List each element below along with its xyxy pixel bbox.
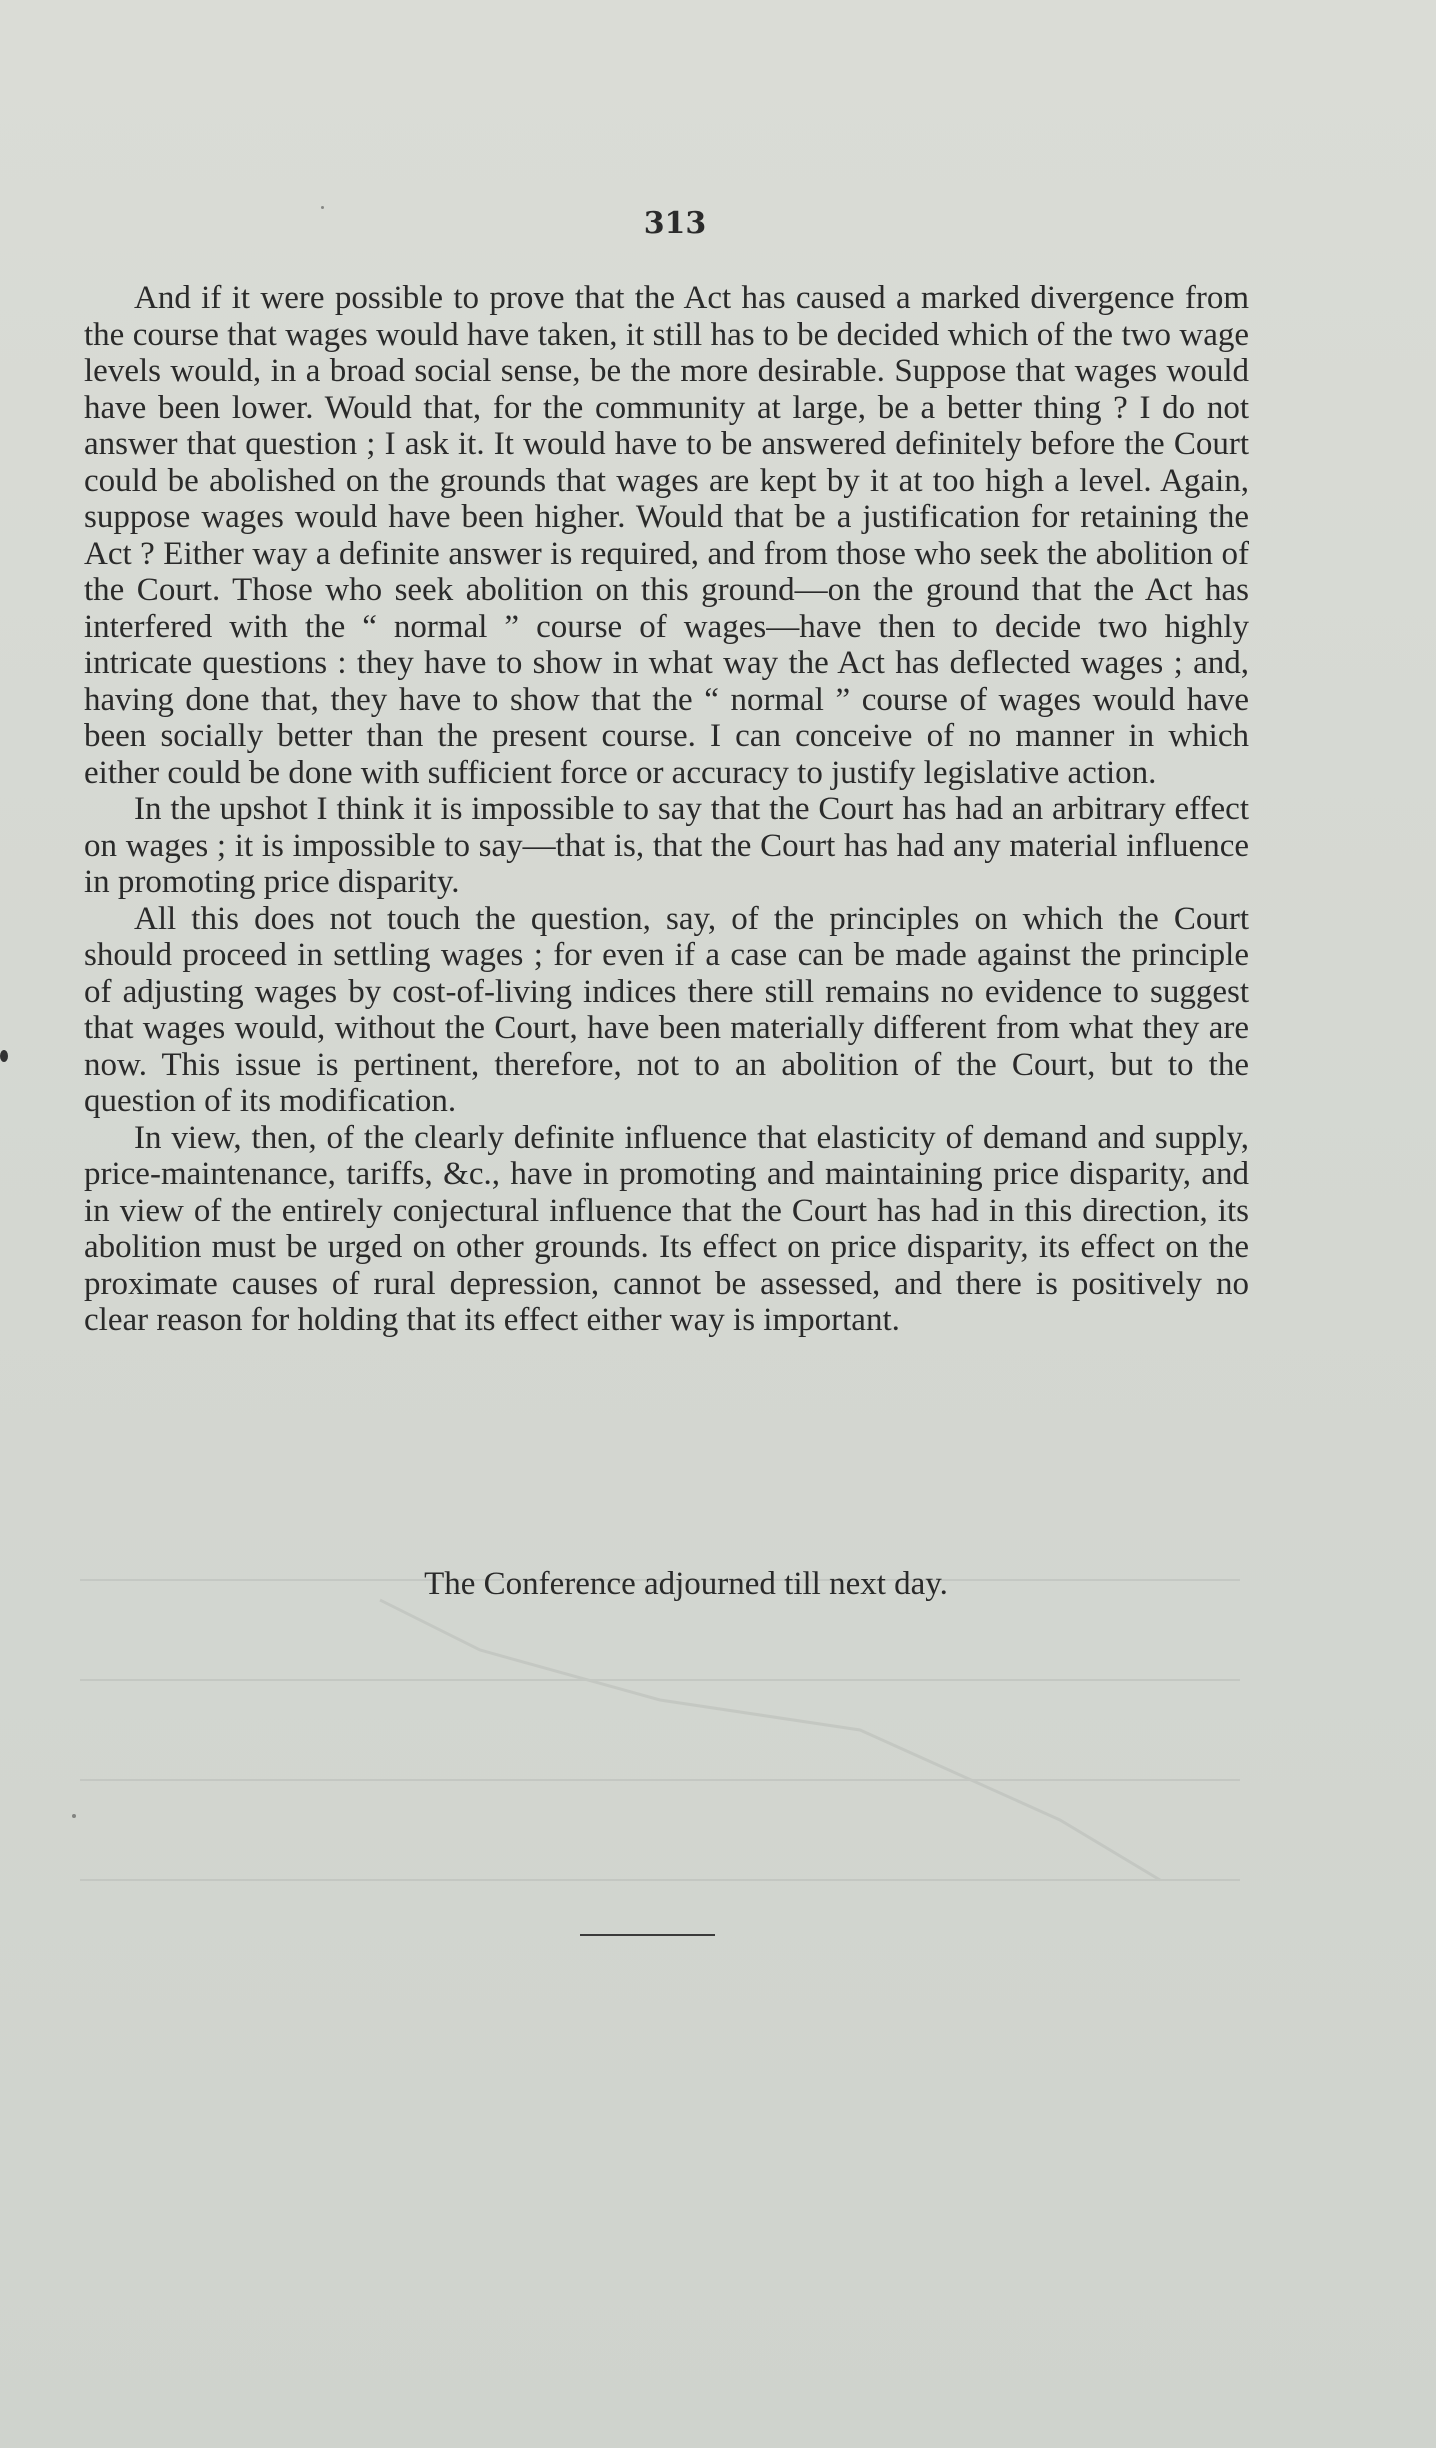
margin-speck [321,206,324,209]
paragraph: And if it were possible to prove that the Act has caused a marked divergence from the course that wages would have taken, it still has to be decided which of the two wage levels would, in a broad social sense, be the more desirable. Suppose that wages would have been lower. Would that, for the community at large, be a better thing ? I do not answer that question ; I ask it. It would have to be answered definitely before the Court could be abolished on the grounds that wages are kept by it at too high a level. Again, suppose wages would have been higher. Would that be a justification for retaining the Act ? Either way a definite answer is required, and from those who seek the abolition of the Court. Those who seek abolition on this ground—on the ground that the Act has interfered with the “ normal ” course of wages—have then to decide two highly intricate questions : they have to show in what way the Act has deflected wages ; and, having done that, they have to show that the “ normal ” course of wages would have been socially better than the present course. I can conceive of no manner in which either could be done with sufficient force or accuracy to justify legislative action. [84,280,1249,791]
show-through-ghost-chart [60,1560,1250,1920]
paragraph: In view, then, of the clearly definite influence that elasticity of demand and supply, price-maintenance, tariffs, &c., have in promoting and maintaining price disparity, and in view of the entirely conjectural influence that the Court has had in this direction, its abolition must be urged on other grounds. Its effect on price disparity, its effect on the proximate causes of rural depression, cannot be assessed, and there is positively no clear reason for holding that its effect either way is important. [84,1119,1249,1338]
margin-speck [0,1050,8,1062]
margin-speck [72,1814,76,1818]
body-text [84,280,1249,1339]
page-number: 313 [643,206,707,241]
paragraph: In the upshot I think it is impossible to say that the Court has had an arbitrary effect on wages ; it is impossible to say—that is, that the Court has had any material influence in promoting price disparity. [84,791,1249,900]
paragraph: All this does not touch the question, say, of the principles on which the Court should proceed in settling wages ; for even if a case can be made against the principle of adjusting wages by cost-of-living indices there still remains no evidence to suggest that wages would, without the Court, have been materially different from what they are now. This issue is pertinent, therefore, not to an abolition of the Court, but to the question of its modification. [84,900,1249,1119]
closing-line: The Conference adjourned till next day. [424,1566,948,1602]
closing-rule [580,1934,715,1936]
